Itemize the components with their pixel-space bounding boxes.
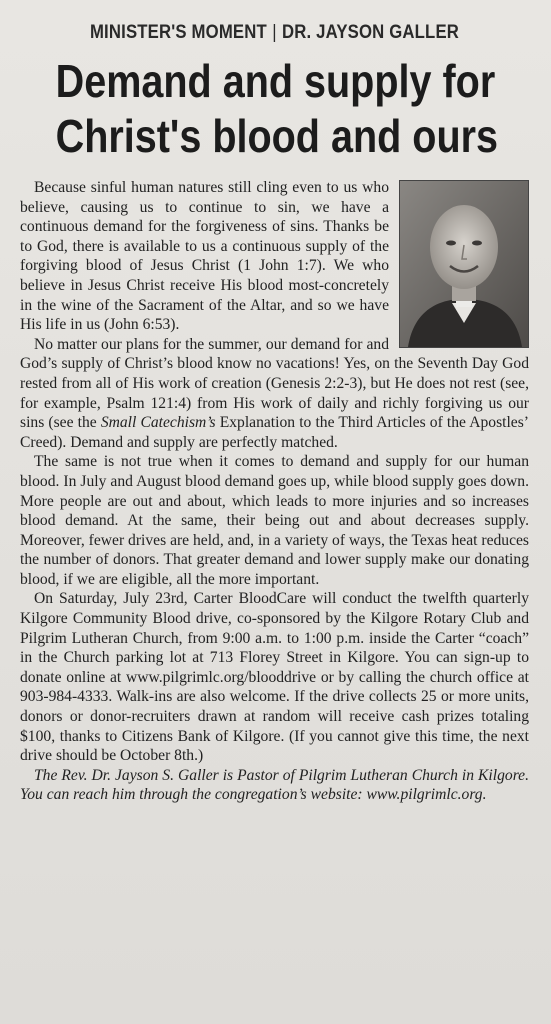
paragraph-4: On Saturday, July 23rd, Carter BloodCare will conduct the twelfth quarterly Kilgore Community Blood drive, co-sponsored by the Kilgore Rotary Club and Pilgrim Lutheran Church, from 9:00 a.m. to 1:00 p.m. inside the Carter “coach” in the Church parking lot at 713 Florey Street in Kilgore. You can sign-up to donate online at www.pilgrimlc.org/blooddrive or by calling the church office at 903-984-4333. Walk-ins are also welcome. If the drive collects 25 or more units, donors or donor-recruiters drawn at random will receive cash prizes totaling $100, thanks to Citizens Bank of Kilgore. (If you cannot give this time, the next drive should be October 8th.): [20, 590, 529, 765]
column-name: MINISTER'S MOMENT: [89, 22, 267, 43]
author-bio-text: The Rev. Dr. Jayson S. Galler is Pastor of Pilgrim Lutheran Church in Kilgore. You can reach him through the congregation’s website: www.pilgrimlc.org.: [20, 766, 529, 804]
author-name: DR. JAYSON GALLER: [281, 22, 460, 43]
headline: [55, 54, 499, 164]
paragraph-1: [20, 178, 529, 335]
author-bio: [20, 766, 529, 805]
article-body: [20, 178, 529, 805]
paragraph-1-text: Because sinful human natures still cling even to us who believe, causing us to continue to sin, we have a continuous demand for the forgiveness of sins. Thanks be to God, there is available to us a continuous supply of the forgiving blood of Jesus Christ (1 John 1:7). We who believe in Jesus Christ receive His blood most-concretely in the wine of the Sacrament of the Altar, and so we have His life in us (John 6:53).: [20, 179, 389, 334]
headline-line-2: Christ's blood and ours: [55, 110, 499, 162]
column-header: [51, 22, 499, 44]
paragraph-2: [20, 335, 529, 453]
headline-line-1: Demand and supply for: [55, 55, 496, 107]
paragraph-2-italic: Small Catechism’s: [100, 414, 216, 432]
paragraph-3: The same is not true when it comes to demand and supply for our human blood. In July and August blood demand goes up, while blood supply goes down. More people are out and about, which leads to more injuries and so increases blood demand. At the same, their being out and about decreases supply. Moreover, fewer drives are held, and, in a variety of ways, the Texas heat reduces the number of donors. That greater demand and lower supply make our donating blood, if we are eligible, all the more important.: [20, 453, 529, 588]
header-separator: |: [272, 22, 277, 43]
paragraph-2-after: Explanation to the Third Articles of the Apostles’ Creed). Demand and supply are perfectly matched.: [20, 414, 529, 451]
portrait-photo-icon: [399, 180, 529, 348]
paragraph-2-before: No matter our plans for the summer, our demand for and God’s supply of Christ’s blood know no vacations! Yes, on the Seventh Day God rested from all of His work of creation (Genesis 2:2-3), but He does not rest (see, for example, Psalm 121:4) from His work of daily and richly forgiving us our sins (see the: [20, 335, 529, 432]
